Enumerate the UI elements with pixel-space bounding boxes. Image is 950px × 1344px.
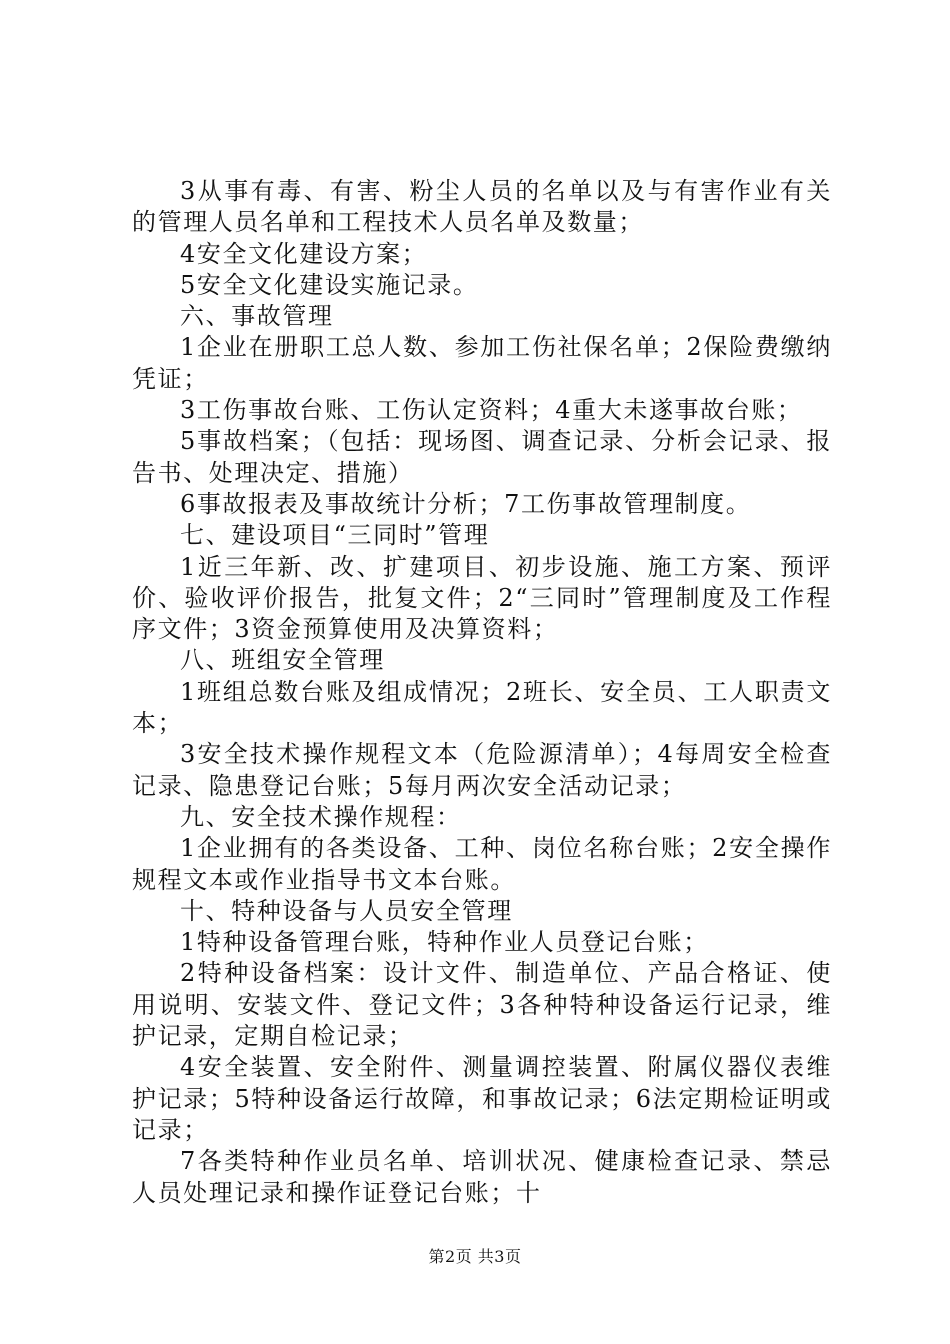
paragraph-15: 1企业拥有的各类设备、工种、岗位名称台账；2安全操作规程文本或作业指导书文本台账。 — [132, 834, 832, 894]
paragraph-3: 5安全文化建设实施记录。 — [180, 270, 479, 299]
paragraph-7: 5事故档案；（包括：现场图、调查记录、分析会记录、报告书、处理决定、措施） — [132, 427, 832, 487]
page-number-footer: 第2页 共3页 — [428, 1247, 522, 1266]
section-heading-special-equipment: 十、特种设备与人员安全管理 — [180, 896, 513, 925]
section-heading-team-safety: 八、班组安全管理 — [180, 646, 385, 675]
section-heading-accident-management: 六、事故管理 — [180, 302, 334, 331]
document-body — [132, 176, 832, 1209]
paragraph-18: 2特种设备档案：设计文件、制造单位、产品合格证、使用说明、安装文件、登记文件；3各种特种设备运行记录，维护记录，定期自检记录； — [132, 959, 832, 1051]
paragraph-2: 4安全文化建设方案； — [180, 239, 428, 268]
paragraph-17: 1特种设备管理台账，特种作业人员登记台账； — [180, 928, 709, 957]
section-heading-three-simultaneous: 七、建设项目“三同时”管理 — [180, 521, 490, 550]
paragraph-8: 6事故报表及事故统计分析；7工伤事故管理制度。 — [180, 489, 752, 518]
paragraph-10: 1近三年新、改、扩建项目、初步设施、施工方案、预评价、验收评价报告，批复文件；2“三同时”管理制度及工作程序文件；3资金预算使用及决算资料； — [132, 552, 832, 644]
paragraph-13: 3安全技术操作规程文本（危险源清单）；4每周安全检查记录、隐患登记台账；5每月两次安全活动记录； — [132, 740, 832, 800]
paragraph-12: 1班组总数台账及组成情况；2班长、安全员、工人职责文本； — [132, 677, 832, 738]
section-heading-operating-procedures: 九、安全技术操作规程： — [180, 802, 462, 831]
paragraph-6: 3工伤事故台账、工伤认定资料；4重大未遂事故台账； — [180, 396, 803, 425]
paragraph-1: 3从事有毒、有害、粉尘人员的名单以及与有害作业有关的管理人员名单和工程技术人员名单及数量； — [132, 177, 832, 237]
paragraph-20: 7各类特种作业员名单、培训状况、健康检查记录、禁忌人员处理记录和操作证登记台账；十 — [132, 1147, 832, 1207]
paragraph-19: 4安全装置、安全附件、测量调控装置、附属仪器仪表维护记录；5特种设备运行故障，和事故记录；6法定期检证明或记录； — [132, 1053, 832, 1144]
paragraph-5: 1企业在册职工总人数、参加工伤社保名单；2保险费缴纳凭证； — [132, 333, 832, 393]
